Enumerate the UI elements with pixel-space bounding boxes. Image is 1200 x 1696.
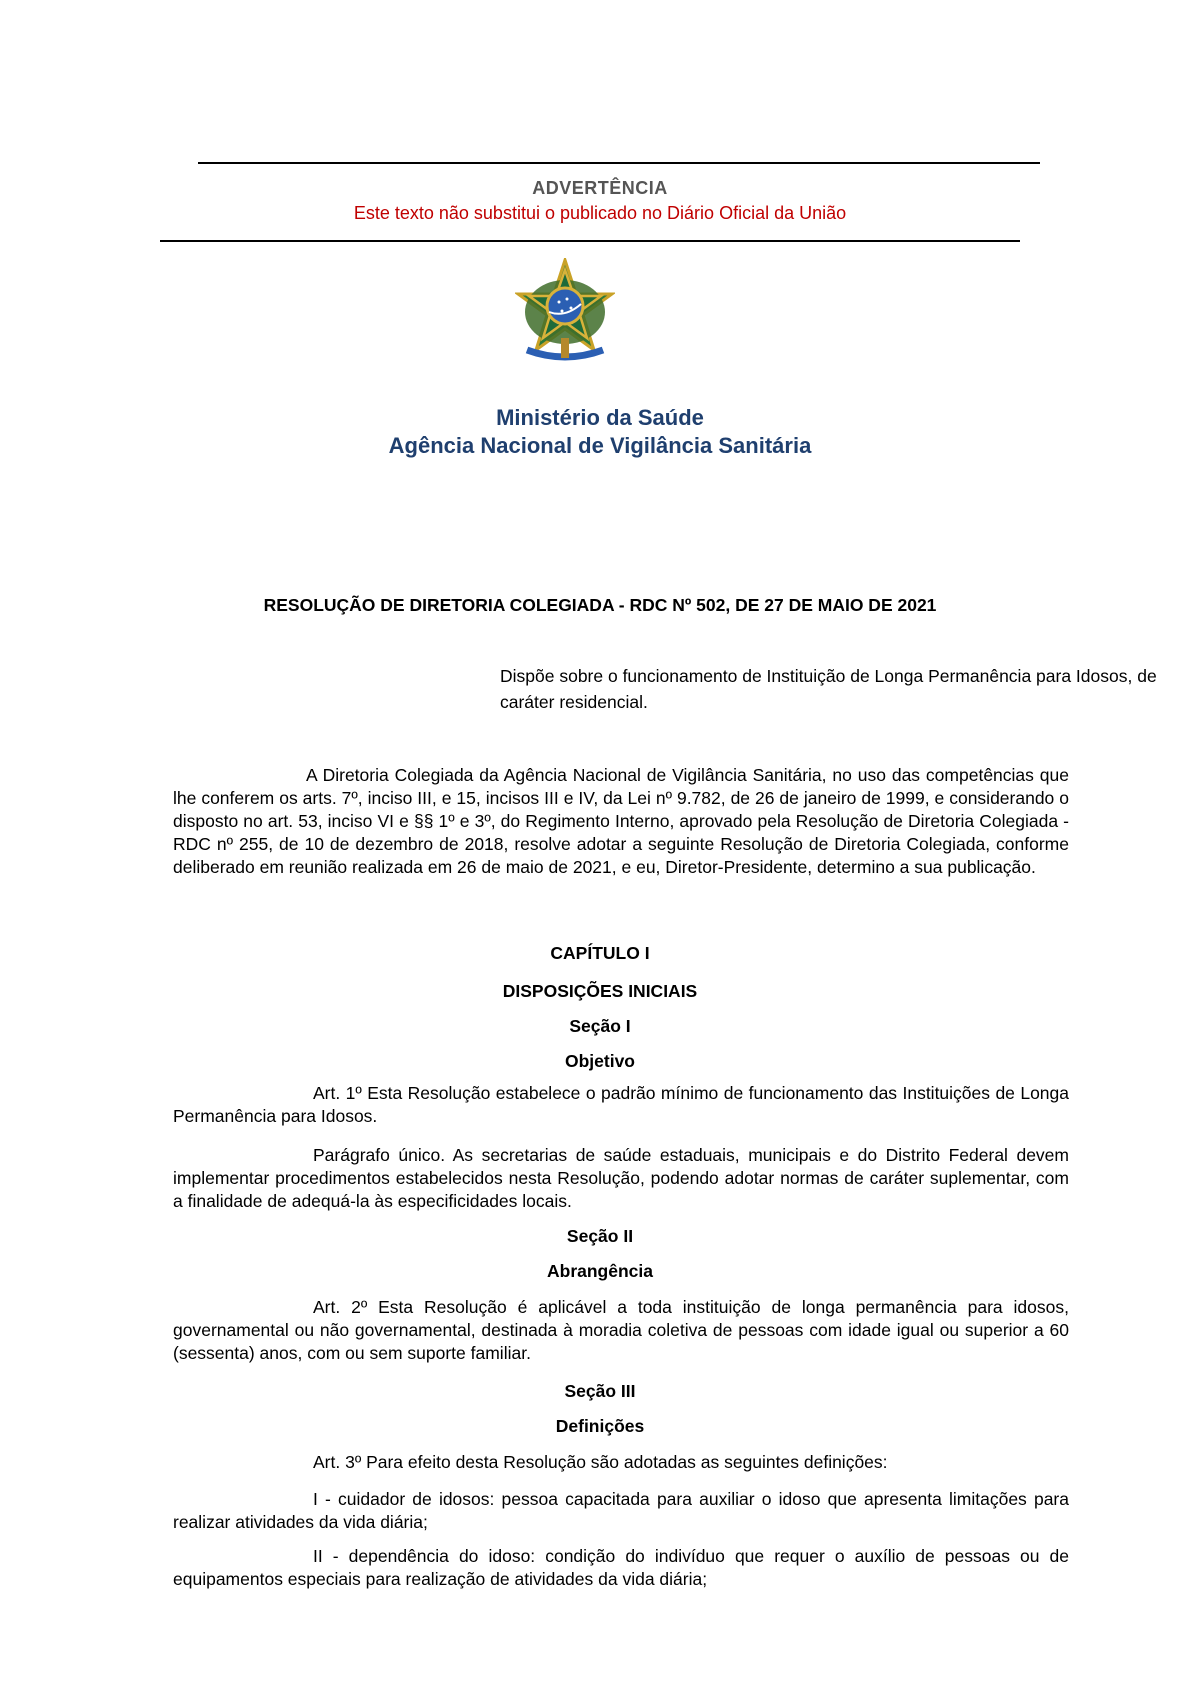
top-rule	[198, 162, 1040, 164]
section-2-number: Seção II	[566, 1226, 634, 1246]
bottom-rule	[160, 240, 1020, 242]
paragraph-unico: Parágrafo único. As secretarias de saúde estaduais, municipais e do Distrito Federal devem implementar procedimentos estabelecidos nesta Resolução, podendo adotar normas de caráter suplementar, com a finalidade de adequá-la às especificidades locais.	[173, 1145, 1069, 1211]
section-2-title: Abrangência	[547, 1261, 653, 1281]
section-3-title: Definições	[555, 1416, 645, 1436]
section-3-number: Seção III	[564, 1381, 636, 1401]
resolution-ementa: Dispõe sobre o funcionamento de Instituição de Longa Permanência para Idosos, de caráter residencial.	[500, 666, 1157, 712]
warning-title: ADVERTÊNCIA	[532, 178, 668, 198]
warning-text: Este texto não substitui o publicado no Diário Oficial da União	[353, 203, 847, 223]
resolution-title: RESOLUÇÃO DE DIRETORIA COLEGIADA - RDC Nº 502, DE 27 DE MAIO DE 2021	[263, 595, 937, 615]
preamble: A Diretoria Colegiada da Agência Nacional de Vigilância Sanitária, no uso das competências que lhe conferem os arts. 7º, inciso III, e 15, incisos III e IV, da Lei nº 9.782, de 26 de janeiro de 1999, e considerando o disposto no art. 53, inciso VI e §§ 1º e 3º, do Regimento Interno, aprovado pela Resolução de Diretoria Colegiada - RDC nº 255, de 10 de dezembro de 2018, resolve adotar a seguinte Resolução de Diretoria Colegiada, conforme deliberado em reunião realizada em 26 de maio de 2021, e eu, Diretor-Presidente, determino a sua publicação.	[173, 765, 1069, 877]
inciso-2: II - dependência do idoso: condição do indivíduo que requer o auxílio de pessoas ou de equipamentos especiais para realização de atividades da vida diária;	[173, 1546, 1069, 1589]
agency-name: Agência Nacional de Vigilância Sanitária	[388, 433, 812, 458]
coat-of-arms-emblem	[515, 258, 615, 366]
article-1: Art. 1º Esta Resolução estabelece o padrão mínimo de funcionamento das Instituições de Longa Permanência para Idosos.	[173, 1083, 1069, 1126]
section-1-title: Objetivo	[564, 1051, 635, 1071]
section-1-number: Seção I	[569, 1016, 631, 1036]
inciso-1: I - cuidador de idosos: pessoa capacitada para auxiliar o idoso que apresenta limitações para realizar atividades da vida diária;	[173, 1489, 1069, 1532]
ministry-name: Ministério da Saúde	[496, 405, 704, 430]
article-3: Art. 3º Para efeito desta Resolução são adotadas as seguintes definições:	[313, 1452, 888, 1472]
chapter-title: DISPOSIÇÕES INICIAIS	[502, 981, 698, 1001]
article-2: Art. 2º Esta Resolução é aplicável a toda instituição de longa permanência para idosos, governamental ou não governamental, destinada à moradia coletiva de pessoas com idade igual ou superior a 60 (sessenta) anos, com ou sem suporte familiar.	[173, 1297, 1069, 1363]
chapter-number: CAPÍTULO I	[550, 943, 650, 963]
